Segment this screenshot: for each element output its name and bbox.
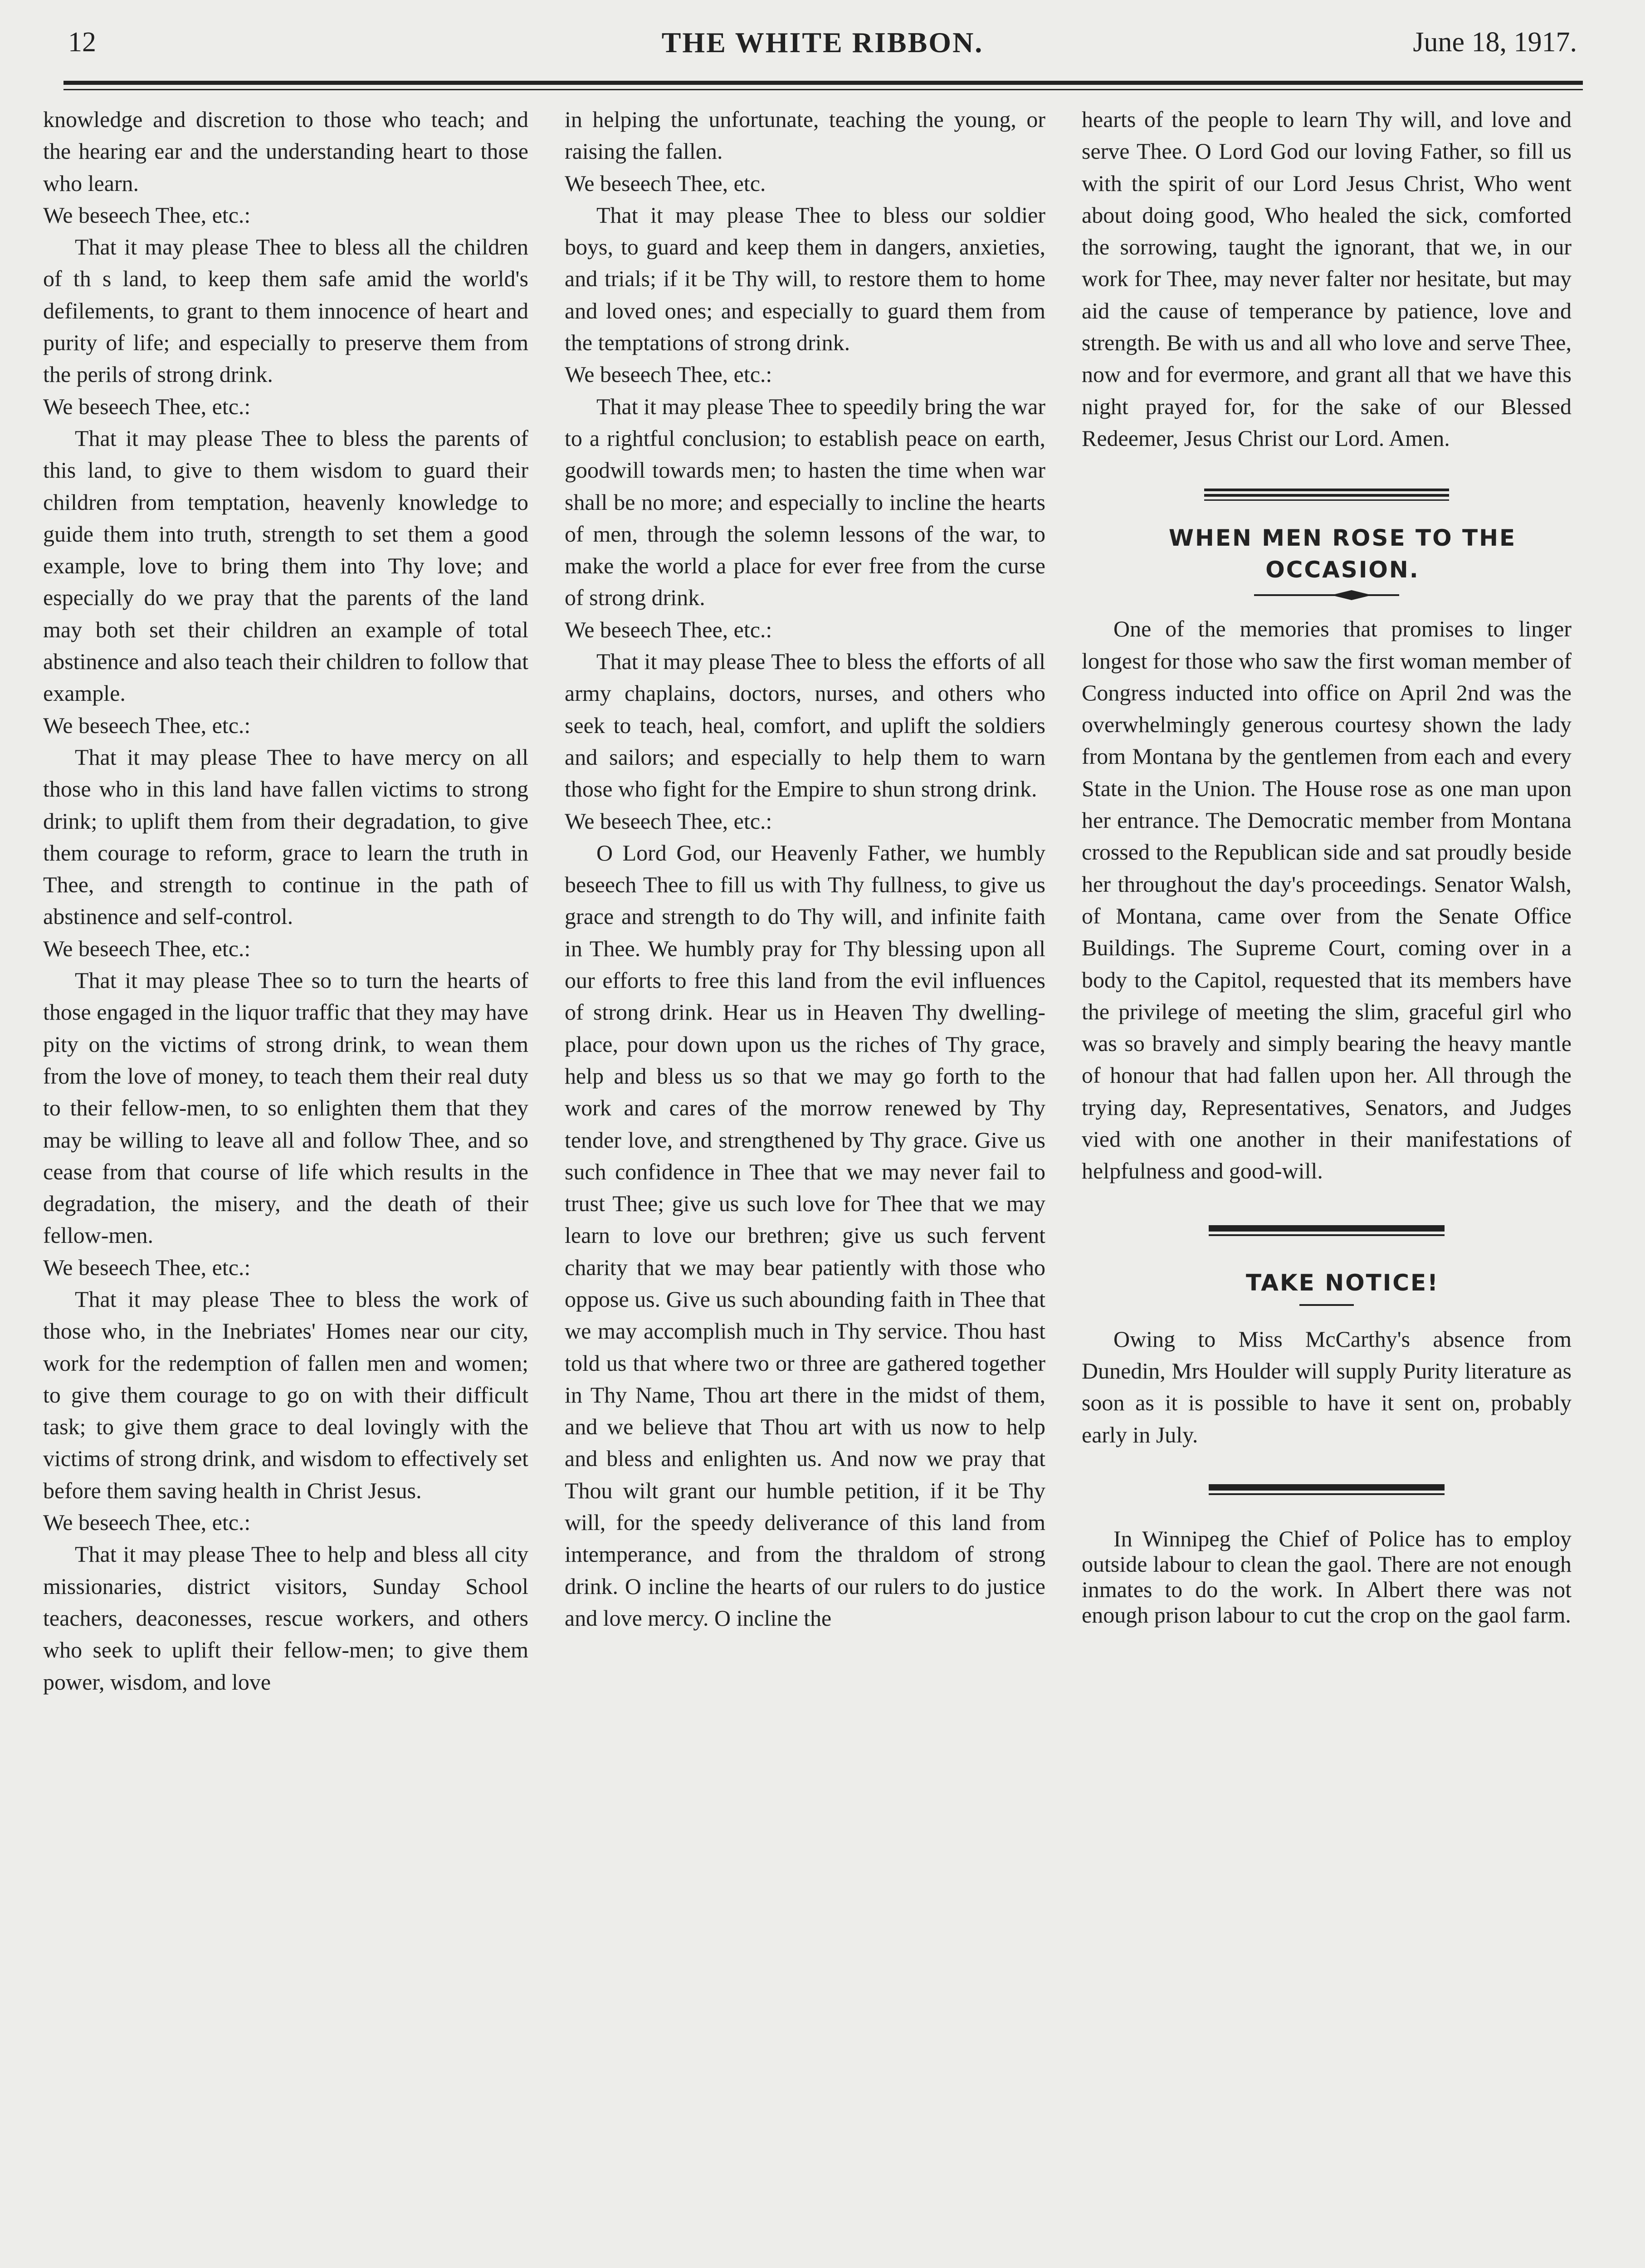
response-line: We beseech Thee, etc.: (43, 935, 251, 961)
response-line: We beseech Thee, etc.: (565, 808, 772, 834)
prayer-paragraph: That it may please Thee to help and bless all city missionaries, district visitors, Sunday School teachers, deaconesses, rescue workers, and others who seek to uplift their fellow-men; to give them power, wisdom, and love (43, 1541, 528, 1695)
page-number: 12 (68, 27, 96, 58)
prayer-paragraph: That it may please Thee to bless our soldier boys, to guard and keep them in dangers, anxieties, and trials; if it be Thy will, to restore them to home and loved ones; and especially to guard them from the temptations of strong drink. (565, 202, 1045, 356)
prayer-paragraph: That it may please Thee to bless the efforts of all army chaplains, doctors, nurses, and others who seek to teach, heal, comfort, and uplift the soldiers and sailors; and especially to help them to warn those who fight for the Empire to shun strong drink. (565, 649, 1045, 802)
prayer-paragraph: O Lord God, our Heavenly Father, we humbly beseech Thee to fill us with Thy fullness, to give us grace and strength to do Thy will, and infinite faith in Thee. We humbly pray for Thy blessing upon all our efforts to free this land from the evil influences of strong drink. Hear us in Heaven Thy dwelling-place, pour down upon us the riches of Thy grace, help and bless us so that we may go forth to the work and cares of the morrow renewed by Thy tender love, and strengthened by Thy grace. Give us such confidence in Thee that we may never fail to trust Thee; give us such love for Thee that we may learn to love our brethren; give us such fervent charity that we may bear patiently with those who oppose us. Give us such abounding faith in Thee that we may accomplish much in Thy service. Thou hast told us that where two or three are gathered together in Thy Name, Thou art there in the midst of them, and we believe that Thou art with us now to help and bless and enlighten us. And now we pray that Thou wilt grant our humble petition, if it be Thy will, for the speedy deliverance of this land from intemperance, and from the thraldom of strong drink. O incline the hearts of our rulers to do justice and love mercy. O incline the (565, 840, 1046, 1631)
prayer-paragraph: That it may please Thee to bless the work of those who, in the Inebriates' Homes near our city, work for the redemption of fallen men and women; to give them courage to go on with their difficult task; to give them grace to deal lovingly with the victims of strong drink, and wisdom to effectively set before them saving health in Christ Jesus. (43, 1286, 528, 1503)
article-body-congress: One of the memories that promises to linger longest for those who saw the first woman member of Congress inducted into office on April 2nd was the overwhelmingly generous courtesy shown the lady from Montana by the gentlemen from each and every State in the Union. The House rose as one man upon her entrance. The Democratic member from Montana crossed to the Republican side and sat proudly beside her throughout the day's proceedings. Senator Walsh, of Montana, came over from the Senate Office Buildings. The Supreme Court, coming over in a body to the Capitol, requested that its members have the privilege of meeting the slim, graceful girl who was so bravely and simply bearing the heavy mantle of honour that had fallen upon her. All through the trying day, Representatives, Senators, and Judges vied with one another in their manifestations of helpfulness and good-will. (1082, 616, 1572, 1184)
prayer-paragraph: in helping the unfortunate, teaching the young, or raising the fallen. (565, 107, 1045, 164)
winnipeg-note: In Winnipeg the Chief of Police has to employ outside labour to clean the gaol. There are not enough inmates to do the work. In Albert there was not enough prison labour to cut the crop on the gaol farm. (1082, 1525, 1572, 1628)
prayer-paragraph: That it may please Thee to bless the parents of this land, to give to them wisdom to guard their children from temptation, heavenly knowledge to guide them into truth, strength to set them a good example, love to bring them into Thy love; and especially do we pray that the parents of the land may both set their children an example of total abstinence and also teach their children to follow that example. (43, 425, 528, 706)
response-line: We beseech Thee, etc.: (565, 616, 772, 642)
masthead-title: THE WHITE RIBBON. (661, 26, 984, 59)
response-line: We beseech Thee, etc.: (43, 393, 251, 419)
header-rule-thin (63, 89, 1583, 90)
notice-headline: TAKE NOTICE! (1246, 1269, 1439, 1296)
headline-ornament-rule (1254, 588, 1399, 602)
issue-date: June 18, 1917. (1413, 27, 1577, 58)
column-2 (565, 103, 1045, 1634)
column-3 (1082, 103, 1572, 1628)
response-line: We beseech Thee, etc.: (43, 202, 251, 228)
column-1 (43, 103, 528, 1698)
prayer-conclusion: hearts of the people to learn Thy will, and love and serve Thee. O Lord God our loving Father, so fill us with the spirit of our Lord Jesus Christ, Who went about doing good, Who healed the sick, comforted the sorrowing, taught the ignorant, that we, in our work for Thee, may never falter nor hesitate, but may aid the cause of temperance by patience, love and strength. Be with us and all who love and serve Thee, now and for evermore, and grant all that we have this night prayed for, for the sake of our Blessed Redeemer, Jesus Christ our Lord. Amen. (1082, 107, 1572, 451)
response-line: We beseech Thee, etc. (565, 170, 766, 196)
response-line: We beseech Thee, etc.: (43, 1254, 251, 1280)
header-rule-thick (63, 81, 1583, 85)
prayer-paragraph: That it may please Thee to have mercy on all those who in this land have fallen victims to strong drink; to uplift them from their degradation, to give them courage to reform, grace to learn the truth in Thee, and strength to continue in the path of abstinence and self-control. (43, 744, 528, 929)
short-rule (1299, 1300, 1354, 1310)
article-headline-line1: WHEN MEN ROSE TO THE (1168, 525, 1517, 552)
section-divider (1209, 1223, 1445, 1240)
notice-body: Owing to Miss McCarthy's absence from Dunedin, Mrs Houlder will supply Purity literature as soon as it is possible to have it sent on, probably early in July. (1082, 1326, 1572, 1447)
response-line: We beseech Thee, etc.: (43, 1510, 251, 1535)
section-divider (1209, 1482, 1445, 1499)
prayer-paragraph: knowledge and discretion to those who teach; and the hearing ear and the understanding heart to those who learn. (43, 107, 528, 196)
prayer-paragraph: That it may please Thee to speedily bring the war to a rightful conclusion; to establish peace on earth, goodwill towards men; to hasten the time when war shall be no more; and especially to incline the hearts of men, through the solemn lessons of the war, to make the world a place for ever free from the curse of strong drink. (565, 393, 1045, 611)
response-line: We beseech Thee, etc.: (565, 362, 772, 387)
prayer-paragraph: That it may please Thee so to turn the hearts of those engaged in the liquor traffic that they may have pity on the victims of strong drink, to wean them from the love of money, to teach them their real duty to their fellow-men, to so enlighten them that they may be willing to leave all and follow Thee, and so cease from that course of life which results in the degradation, the misery, and the death of their fellow-men. (43, 968, 528, 1248)
response-line: We beseech Thee, etc.: (43, 712, 251, 738)
article-headline-line2: OCCASION. (1265, 557, 1420, 583)
section-divider (1204, 486, 1449, 504)
prayer-paragraph: That it may please Thee to bless all the children of th s land, to keep them safe amid the world's defilements, to grant to them innocence of heart and purity of life; and especially to preserve them from the perils of strong drink. (43, 234, 528, 387)
